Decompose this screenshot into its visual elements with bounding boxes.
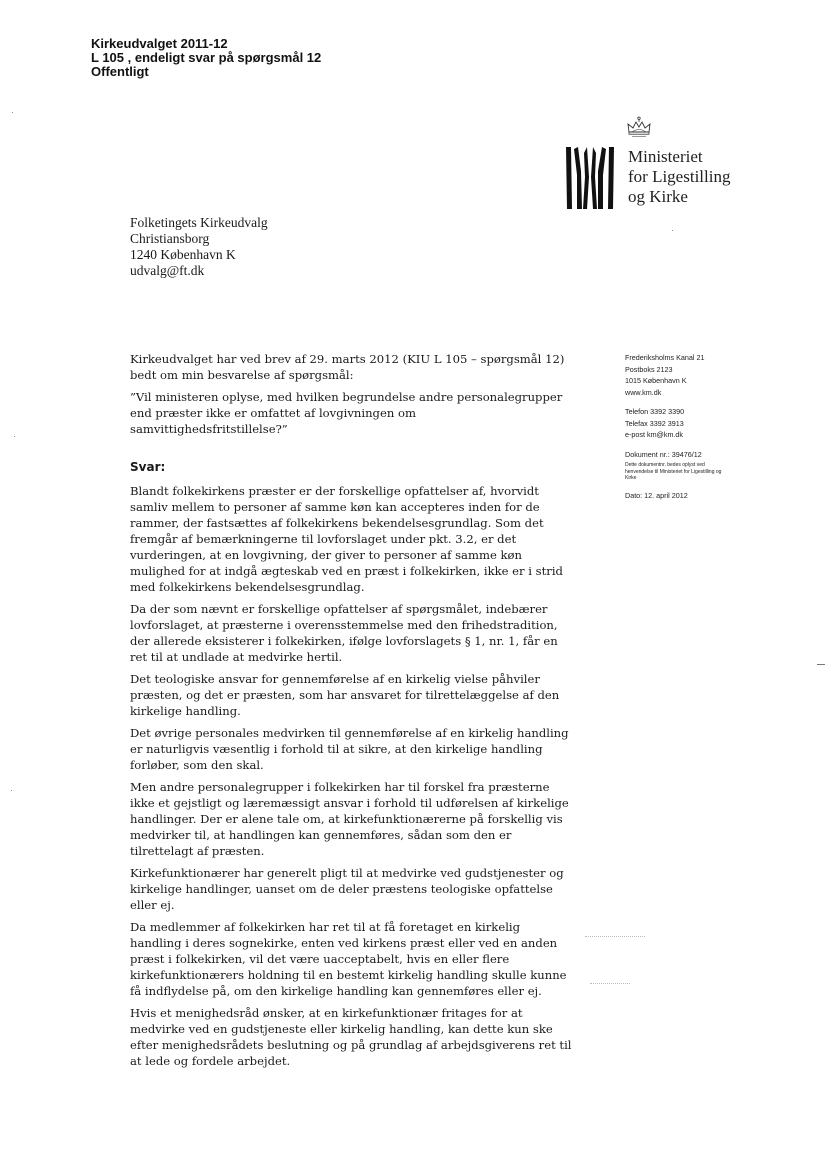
- ministry-logo-icon: [566, 147, 614, 209]
- recipient-name: Folketingets Kirkeudvalg: [130, 215, 268, 230]
- answer-paragraph: Det teologiske ansvar for gennemførelse af en kirkelig vielse påhviler præsten, og det er præsten, som har ansvaret for tilrettelæggelse af den kirkelige handling.: [130, 672, 560, 718]
- committee-line: Kirkeudvalget 2011-12: [91, 36, 228, 51]
- answer-paragraph: Da medlemmer af folkekirken har ret til at få foretaget en kirkelig handling i deres sognekirke, enten ved kirkens præst eller ved en anden præst i folkekirken, vil det være uacceptabelt, hvis en eller flere kirkefunktionærers holdning til en bestemt kirkelig handling skulle kunne få indflydelse på, om den kirkelige handling kan gennemføres eller ej.: [130, 920, 567, 998]
- sender-city: 1015 København K: [625, 376, 687, 385]
- answer-paragraph: Blandt folkekirkens præster er der forskellige opfattelser af, hvorvidt samliv mellem to personer af samme køn kan accepteres inden for de rammer, der fastsættes af folkekirkens bekendelsesgrundlag. Som det fremgår af bemærkningerne til lovforslaget under pkt. 3.2, er det vurderingen, at en lovgivning, der giver to personer af samme køn mulighed for at indgå ægteskab ved en præst i folkekirken, ikke er i strid med folkekirkens bekendelsesgrundlag.: [130, 484, 563, 594]
- sender-street: Frederiksholms Kanal 21: [625, 353, 705, 362]
- sender-pobox: Postboks 2123: [625, 364, 673, 374]
- recipient-city: 1240 København K: [130, 247, 236, 262]
- sender-info: [625, 352, 745, 501]
- case-line: L 105 , endeligt svar på spørgsmål 12: [91, 50, 322, 65]
- scan-speck: [11, 790, 12, 791]
- answer-paragraph: Det øvrige personales medvirken til gennemførelse af en kirkelig handling er naturligvis væsentlig i forhold til at sikre, at den kirkelige handling forløber, som den skal.: [130, 726, 569, 772]
- letter-intro: Kirkeudvalget har ved brev af 29. marts 2012 (KIU L 105 – spørgsmål 12) bedt om min besvarelse af spørgsmål:: [130, 352, 565, 382]
- sender-web: www.km.dk: [625, 387, 662, 397]
- ministry-name-line1: Ministeriet: [628, 147, 703, 166]
- answer-heading: Svar:: [130, 460, 166, 474]
- scan-speck: [14, 436, 15, 437]
- sender-fax: Telefax 3392 3913: [625, 418, 684, 428]
- ministry-name-line3: og Kirke: [628, 187, 688, 206]
- ministry-name: [628, 147, 730, 207]
- answer-paragraph: Men andre personalegrupper i folkekirken har til forskel fra præsterne ikke et gejstligt og læremæssigt ansvar i forhold til udførelsen af kirkelige handlinger. Der er alene tale om, at kirkefunktionærerne på forskellig vis medvirker til, at handlingen kan gennemføres, sådan som den er tilrettelagt af præsten.: [130, 780, 569, 858]
- public-label: Offentligt: [91, 64, 149, 79]
- document-number-note: Dette dokumentnr. bedes oplyst ved henvendelse til Ministeriet for Ligestilling og Kirke: [625, 462, 722, 481]
- document-header: [91, 37, 321, 79]
- sender-phone: Telefon 3392 3390: [625, 407, 685, 416]
- fold-mark: [817, 664, 825, 665]
- question-quote: ”Vil ministeren oplyse, med hvilken begrundelse andre personalegrupper end præster ikke er omfattet af lovgivningen om samvittighedsfritstillelse?”: [130, 390, 563, 436]
- scan-noise: [585, 936, 645, 937]
- answer-paragraph: Kirkefunktionærer har generelt pligt til at medvirke ved gudstjenester og kirkelige handlinger, uanset om de deler præstens teologiske opfattelse eller ej.: [130, 866, 564, 912]
- letter-body: [130, 351, 572, 1075]
- ministry-name-line2: for Ligestilling: [628, 167, 731, 186]
- answer-paragraph: Da der som nævnt er forskellige opfattelser af spørgsmålet, indebærer lovforslaget, at præsterne i overensstemmelse med den frihedstradition, der allerede eksisterer i folkekirken, ifølge lovforslagets § 1, nr. 1, får en ret til at undlade at medvirke hertil.: [130, 602, 558, 664]
- scan-speck: [672, 230, 673, 231]
- crown-icon: [626, 116, 652, 138]
- recipient-email: udvalg@ft.dk: [130, 263, 205, 278]
- recipient-address: [130, 215, 268, 279]
- answer-paragraph: Hvis et menighedsråd ønsker, at en kirkefunktionær fritages for at medvirke ved en gudstjeneste eller kirkelig handling, kan dette kun ske efter menighedsrådets beslutning og på grundlag af arbejdsgiverens ret til at lede og fordele arbejdet.: [130, 1006, 572, 1068]
- letter-date: Dato: 12. april 2012: [625, 490, 688, 500]
- document-number: Dokument nr.: 39476/12: [625, 449, 702, 459]
- scan-speck: [12, 112, 13, 113]
- recipient-building: Christiansborg: [130, 231, 210, 246]
- sender-email: e-post km@km.dk: [625, 430, 684, 439]
- scan-noise: [590, 983, 630, 984]
